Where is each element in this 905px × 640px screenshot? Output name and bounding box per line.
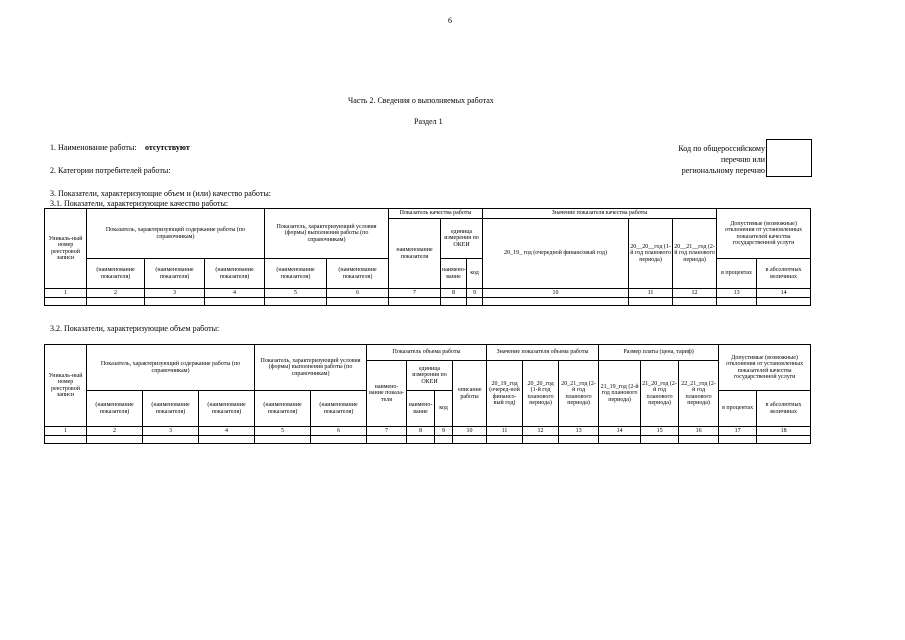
empty-cell (45, 436, 87, 444)
code-label-line: перечню или (720, 155, 765, 164)
vol-year-plan1-header: 20_20_год (1-й год планового периода) (523, 361, 559, 427)
col-number: 7 (389, 289, 441, 298)
item2-label: 2. Категории потребителей работы: (50, 166, 171, 175)
conditions-header: Показатель, характеризующий условия (формы) выполнения работы (по справочникам) (255, 345, 367, 391)
param-name-cell: (наименование показателя) (143, 391, 199, 427)
unique-number-header: Уникаль-ный номер реестровой записи (45, 345, 87, 427)
okei-code-header: код (435, 391, 453, 427)
in-absolute-header: в абсолютных величинах (757, 259, 811, 289)
empty-cell (757, 298, 811, 306)
col-number: 2 (87, 427, 143, 436)
empty-cell (407, 436, 435, 444)
col-number: 9 (435, 427, 453, 436)
in-absolute-header: в абсолютных величинах (757, 391, 811, 427)
fee-year2-header: 21_20_год (2-й год планового периода) (641, 361, 679, 427)
col-number: 8 (407, 427, 435, 436)
empty-cell (389, 298, 441, 306)
empty-cell (367, 436, 407, 444)
col-number: 11 (629, 289, 673, 298)
in-percent-header: в процентах (719, 391, 757, 427)
empty-cell (327, 298, 389, 306)
col-number: 10 (483, 289, 629, 298)
param-name-cell: (наименование показателя) (265, 259, 327, 289)
param-name-cell: (наименование показателя) (205, 259, 265, 289)
col-number: 1 (45, 427, 87, 436)
indicator-name-header: наименование показателя (389, 219, 441, 289)
param-name-cell: (наименование показателя) (199, 391, 255, 427)
content-header: Показатель, характеризующий содержание работы (по справочникам) (87, 209, 265, 259)
code-box (766, 139, 812, 177)
volume-table (44, 344, 811, 444)
col-number: 10 (453, 427, 487, 436)
code-label-line: региональному перечню (681, 166, 765, 175)
col-number: 1 (45, 289, 87, 298)
quality-header: Показатель качества работы (389, 209, 483, 219)
fee-header: Размер платы (цена, тариф) (599, 345, 719, 361)
param-name-cell: (наименование показателя) (327, 259, 389, 289)
empty-cell (453, 436, 487, 444)
code-label (640, 143, 765, 176)
empty-cell (559, 436, 599, 444)
empty-cell (487, 436, 523, 444)
volume-value-header: Значение показателя объема работы (487, 345, 599, 361)
col-number: 14 (599, 427, 641, 436)
col-number: 18 (757, 427, 811, 436)
empty-cell (205, 298, 265, 306)
conditions-header: Показатель, характеризующий условия (формы) выполнения работы (по справочникам) (265, 209, 389, 259)
work-description-header: описание работы (453, 361, 487, 427)
empty-cell (143, 436, 199, 444)
fee-year3-header: 22_21_год (2-й год планового периода) (679, 361, 719, 427)
okei-code-header: код (467, 259, 483, 289)
col-number: 16 (679, 427, 719, 436)
col-number: 9 (467, 289, 483, 298)
param-name-cell: (наименование показателя) (255, 391, 311, 427)
col-number: 13 (559, 427, 599, 436)
empty-cell (673, 298, 717, 306)
okei-name-header: наимено-вание (441, 259, 467, 289)
unique-number-header: Уникаль-ный номер реестровой записи (45, 209, 87, 289)
col-number: 2 (87, 289, 145, 298)
code-label-line: Код по общероссийскому (678, 144, 765, 153)
col-number: 5 (255, 427, 311, 436)
col-number: 4 (199, 427, 255, 436)
empty-cell (87, 298, 145, 306)
col-number: 13 (717, 289, 757, 298)
empty-cell (467, 298, 483, 306)
empty-cell (265, 298, 327, 306)
item1-label: 1. Наименование работы: (50, 143, 137, 152)
col-number: 11 (487, 427, 523, 436)
item31-label: 3.1. Показатели, характеризующие качество работы: (50, 199, 229, 208)
empty-cell (629, 298, 673, 306)
item32-label: 3.2. Показатели, характеризующие объем работы: (50, 324, 220, 333)
col-number: 5 (265, 289, 327, 298)
part-title: Часть 2. Сведения о выполняемых работах (348, 96, 494, 105)
vol-year-plan2-header: 20_21_год (2-й год планового периода) (559, 361, 599, 427)
quality-table (44, 208, 811, 306)
empty-cell (757, 436, 811, 444)
param-name-cell: (наименование показателя) (145, 259, 205, 289)
empty-cell (87, 436, 143, 444)
col-number: 3 (145, 289, 205, 298)
empty-cell (441, 298, 467, 306)
col-number: 17 (719, 427, 757, 436)
col-number: 12 (673, 289, 717, 298)
deviation-header: Допустимые (возможные) отклонения от установленных показателей качества государственной услуги (717, 209, 811, 259)
volume-header: Показатель объема работы (367, 345, 487, 361)
empty-cell (45, 298, 87, 306)
fee-year1-header: 21_19_год (2-й год планового периода) (599, 361, 641, 427)
deviation-header: Допустимые (возможные) отклонения от установленных показателей качества государственной услуги (719, 345, 811, 391)
col-number: 15 (641, 427, 679, 436)
col-number: 7 (367, 427, 407, 436)
section-title: Раздел 1 (414, 117, 443, 126)
okei-unit-header: единица измерения по ОКЕИ (441, 219, 483, 259)
empty-cell (599, 436, 641, 444)
col-number: 12 (523, 427, 559, 436)
vol-year-current-header: 20_19_год (очеред-ной финансо-вый год) (487, 361, 523, 427)
empty-cell (719, 436, 757, 444)
empty-cell (483, 298, 629, 306)
param-name-cell: (наименование показателя) (311, 391, 367, 427)
empty-cell (145, 298, 205, 306)
year-plan2-header: 20__21__год (2-й год планового периода) (673, 219, 717, 289)
empty-cell (255, 436, 311, 444)
col-number: 4 (205, 289, 265, 298)
okei-name-header: наимено-вание (407, 391, 435, 427)
empty-cell (717, 298, 757, 306)
col-number: 6 (311, 427, 367, 436)
param-name-cell: (наименование показателя) (87, 391, 143, 427)
indicator-name-header: наимено-вание показа-теля (367, 361, 407, 427)
param-name-cell: (наименование показателя) (87, 259, 145, 289)
col-number: 14 (757, 289, 811, 298)
content-header: Показатель, характеризующий содержание работы (по справочникам) (87, 345, 255, 391)
empty-cell (435, 436, 453, 444)
empty-cell (199, 436, 255, 444)
year-plan1-header: 20__20__год (1-й год планового периода) (629, 219, 673, 289)
quality-value-header: Значение показателя качества работы (483, 209, 717, 219)
col-number: 3 (143, 427, 199, 436)
col-number: 6 (327, 289, 389, 298)
in-percent-header: в процентах (717, 259, 757, 289)
item3-label: 3. Показатели, характеризующие объем и (или) качество работы: (50, 189, 271, 198)
empty-cell (641, 436, 679, 444)
empty-cell (523, 436, 559, 444)
year-current-header: 20_19_ год (очередной финансовый год) (483, 219, 629, 289)
page-number: 6 (448, 16, 452, 25)
item1-value: отсутствуют (145, 143, 190, 152)
empty-cell (311, 436, 367, 444)
empty-cell (679, 436, 719, 444)
col-number: 8 (441, 289, 467, 298)
okei-unit-header: единица измерения по ОКЕИ (407, 361, 453, 391)
